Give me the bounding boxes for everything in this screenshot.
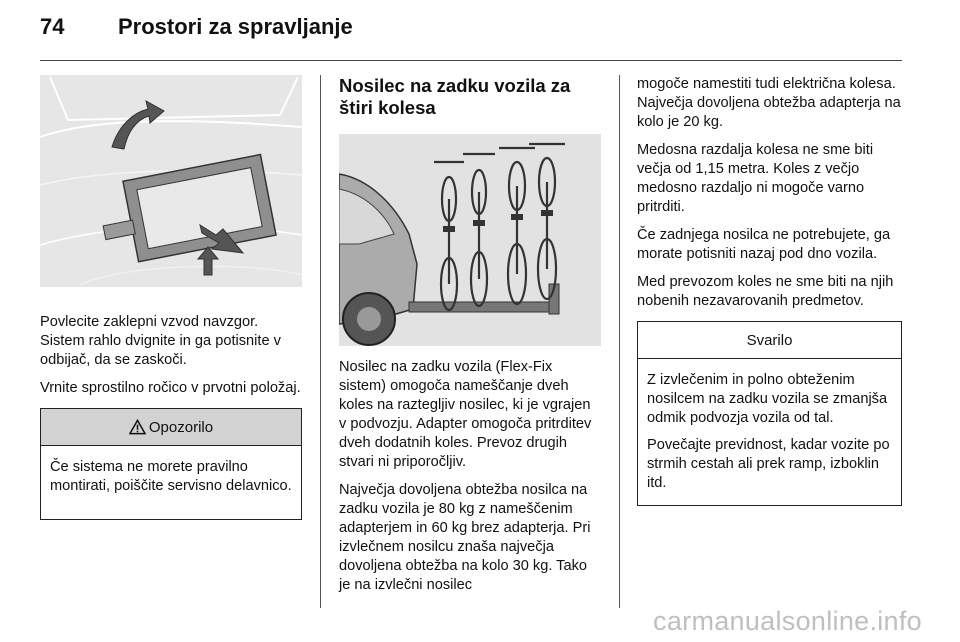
warning-box [40, 408, 302, 520]
text-paragraph-1: mogoče namestiti tudi električna kolesa. Največja dovoljena obtežba adapterja na kolo je 20 kg. [637, 76, 901, 130]
column-divider-1 [320, 75, 321, 608]
figure-release-lever [40, 75, 302, 287]
release-lever-illustration [40, 75, 302, 287]
caution-box [637, 321, 902, 506]
caution-text-2: Povečajte previdnost, kadar vozite po strmih cestah ali prek ramp, izboklin itd. [647, 437, 890, 491]
warning-header [41, 409, 301, 446]
bike-carrier-illustration [339, 134, 601, 346]
instruction-paragraph-2: Vrnite sprostilno ročico v prvotni položaj. [40, 380, 301, 396]
watermark: carmanualsonline.info [653, 606, 922, 636]
warning-title: Opozorilo [148, 418, 214, 436]
instruction-paragraph-1: Povlecite zaklepni vzvod navzgor. Sistem rahlo dvignite in ga potisnite v odbijač, da se zaskoči. [40, 314, 281, 368]
caution-text-1: Z izvlečenim in polno obteženim nosilcem na zadku vozila se zmanjša odmik podvozja vozila od tal. [647, 372, 888, 426]
section-heading: Nosilec na zadku vozila za štiri kolesa [339, 75, 571, 118]
carrier-paragraph-1: Nosilec na zadku vozila (Flex-Fix sistem) omogoča nameščanje dveh koles na raztegljiv nosilec, ki je vgrajen v podvozju. Adapter omogoča pritrditev dveh dodatnih koles. Prevoz drugih stvari ni priporočljiv. [339, 359, 592, 470]
text-paragraph-2: Medosna razdalja kolesa ne sme biti večja od 1,15 metra. Koles z večjo medosno razdaljo ni mogoče varno pritrditi. [637, 142, 874, 215]
warning-body [41, 446, 301, 508]
column-2 [339, 75, 601, 604]
page-number: 74 [40, 14, 65, 39]
warning-triangle-icon [129, 419, 146, 435]
column-divider-2 [619, 75, 620, 608]
column-3 [637, 75, 902, 506]
caution-body [638, 359, 901, 505]
header-rule [40, 60, 902, 61]
column-1 [40, 75, 302, 520]
page-title: Prostori za spravljanje [118, 14, 353, 39]
text-paragraph-3: Če zadnjega nosilca ne potrebujete, ga morate potisniti nazaj pod dno vozila. [637, 227, 891, 262]
caution-title: Svarilo [746, 331, 793, 349]
text-paragraph-4: Med prevozom koles ne sme biti na njih nobenih nezavarovanih predmetov. [637, 274, 894, 309]
carrier-paragraph-2: Največja dovoljena obtežba nosilca na zadku vozila je 80 kg z nameščenim adapterjem in 60 kg brez adapterja. Pri izvlečnem nosilcu znaša največja dovoljena obtežba na kolo 30 kg. Tako je na izvlečni nosilec [339, 482, 591, 593]
caution-header [638, 322, 901, 359]
figure-bike-carrier [339, 134, 601, 346]
warning-text: Če sistema ne morete pravilno montirati, poiščite servisno delavnico. [50, 459, 292, 494]
